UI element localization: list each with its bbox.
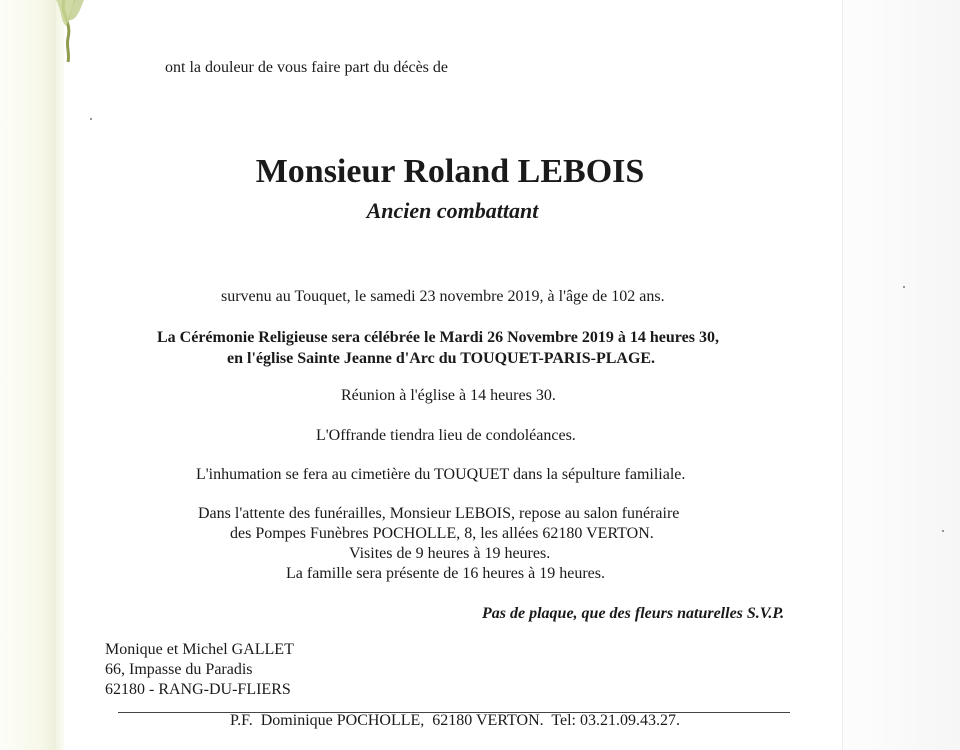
viewing-line-4: La famille sera présente de 16 heures à 19 heures.	[286, 565, 605, 582]
scan-right-shadow	[842, 0, 960, 750]
scan-speck	[90, 118, 92, 120]
scan-speck	[942, 530, 944, 532]
death-notice: survenu au Touquet, le samedi 23 novembre 2019, à l'âge de 102 ans.	[221, 288, 665, 305]
footer-text: P.F. Dominique POCHOLLE, 62180 VERTON. Tel: 03.21.09.43.27.	[230, 712, 680, 729]
leaf-decoration-icon	[50, 0, 90, 64]
scan-speck	[903, 286, 905, 288]
scan-left-edge	[0, 0, 56, 750]
viewing-line-1: Dans l'attente des funérailles, Monsieur LEBOIS, repose au salon funéraire	[198, 505, 680, 522]
offering-text: L'Offrande tiendra lieu de condoléances.	[316, 427, 576, 444]
viewing-line-2: des Pompes Funèbres POCHOLLE, 8, les allées 62180 VERTON.	[230, 525, 654, 542]
burial-text: L'inhumation se fera au cimetière du TOUQUET dans la sépulture familiale.	[196, 466, 686, 483]
intro-text: ont la douleur de vous faire part du décès de	[165, 59, 449, 76]
contact-name: Monique et Michel GALLET	[105, 641, 294, 658]
paper-margin-strip	[56, 0, 64, 750]
meeting-text: Réunion à l'église à 14 heures 30.	[341, 387, 556, 404]
deceased-title: Ancien combattant	[366, 198, 539, 223]
ceremony-line-2: en l'église Sainte Jeanne d'Arc du TOUQUET-PARIS-PLAGE.	[227, 350, 656, 367]
viewing-line-3: Visites de 9 heures à 19 heures.	[349, 545, 551, 562]
ceremony-line-1: La Cérémonie Religieuse sera célébrée le Mardi 26 Novembre 2019 à 14 heures 30,	[157, 329, 719, 346]
flowers-note: Pas de plaque, que des fleurs naturelles S.V.P.	[482, 605, 785, 622]
contact-city: 62180 - RANG-DU-FLIERS	[105, 681, 291, 698]
deceased-name: Monsieur Roland LEBOIS	[255, 153, 645, 190]
contact-address: 66, Impasse du Paradis	[105, 661, 253, 678]
